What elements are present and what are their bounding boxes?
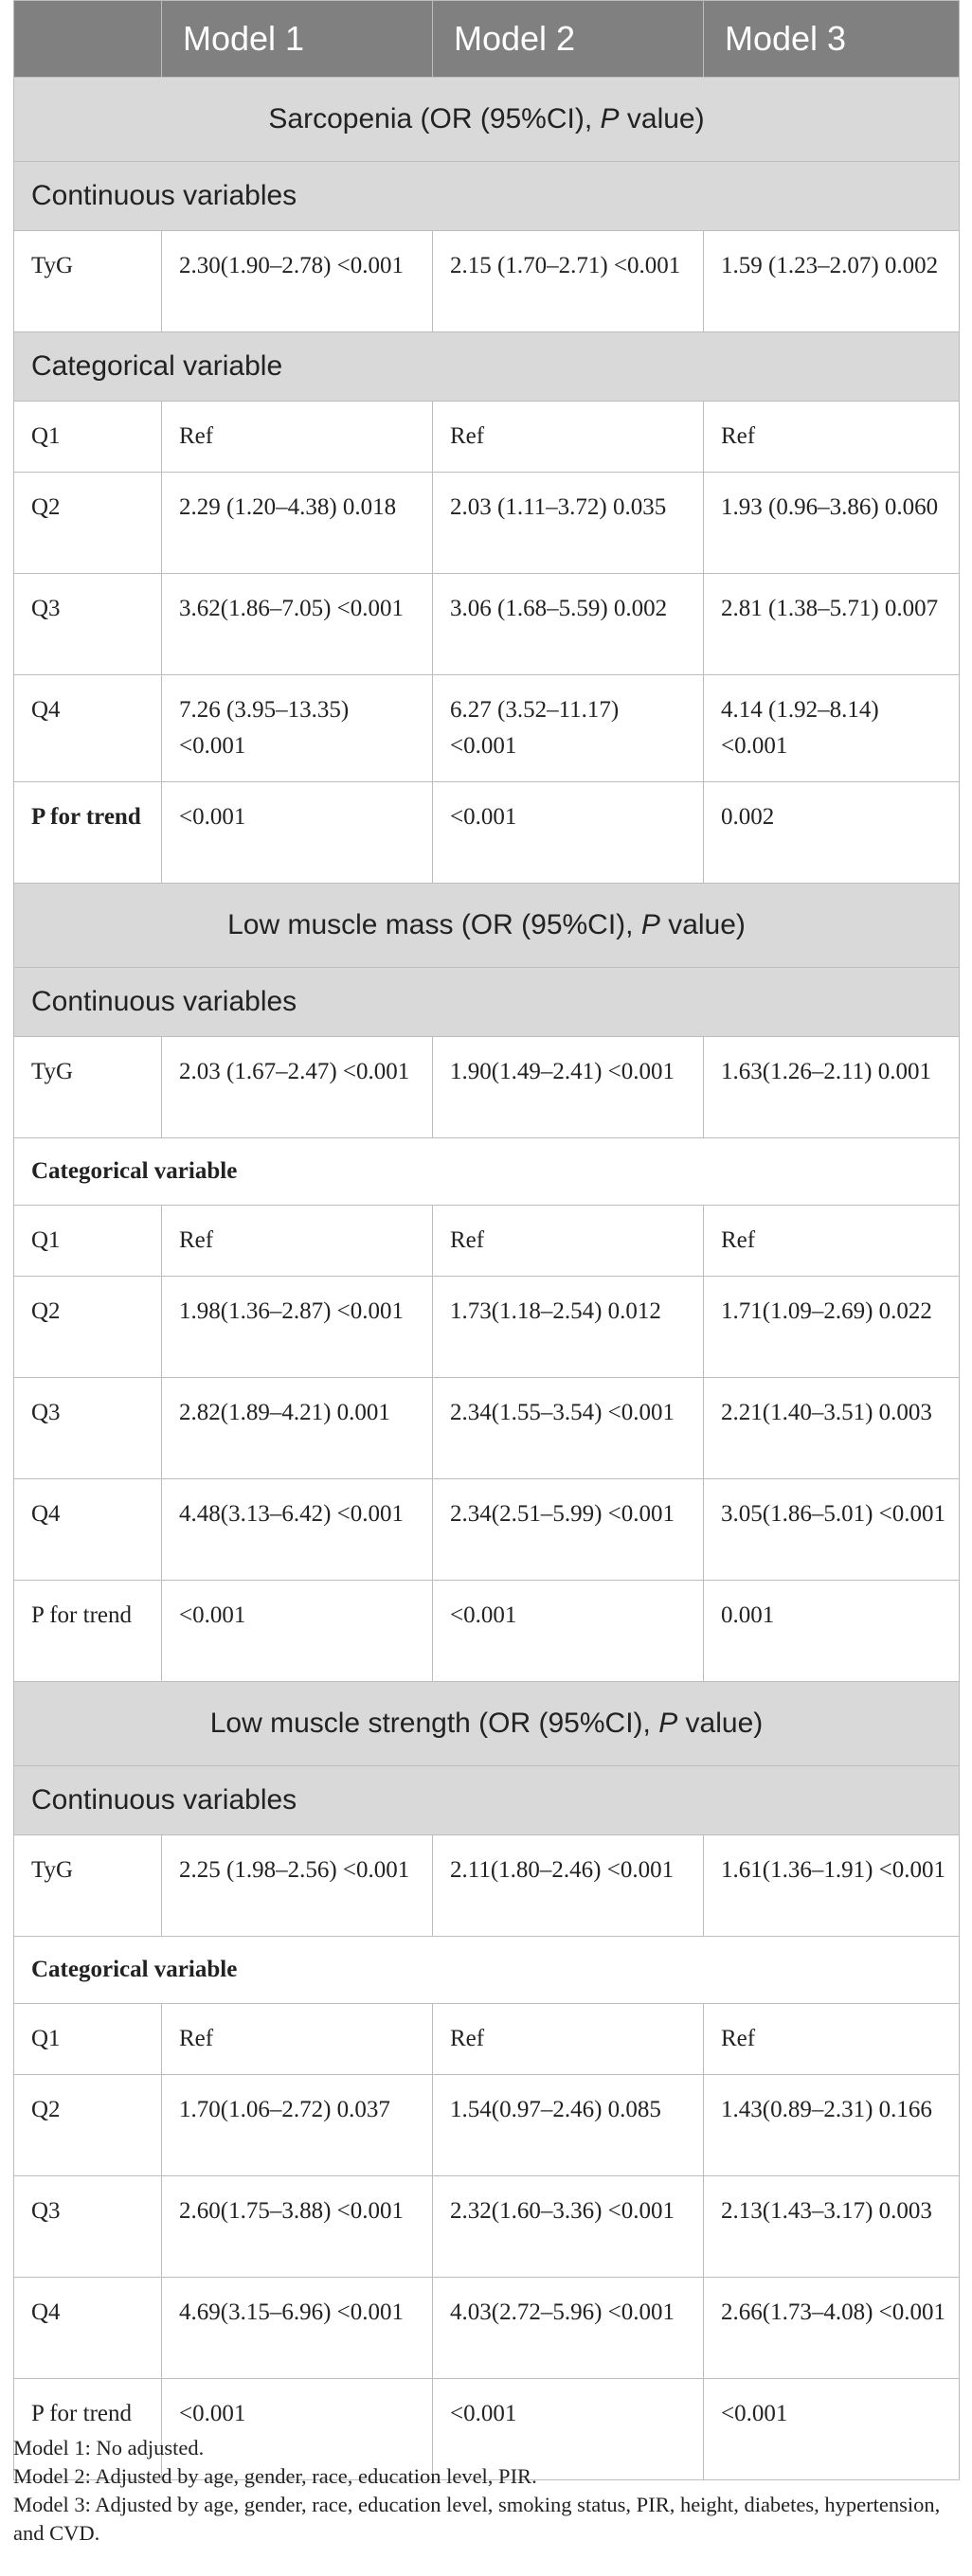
row-label: Q3: [14, 1378, 162, 1479]
cell-value: 2.66(1.73–4.08) <0.001: [704, 2278, 960, 2379]
cell-value: 2.82(1.89–4.21) 0.001: [162, 1378, 433, 1479]
table-row: [14, 2004, 960, 2075]
cell-value: 4.14 (1.92–8.14) <0.001: [704, 675, 960, 782]
cell-value: 7.26 (3.95–13.35) <0.001: [162, 675, 433, 782]
cell-value: 2.29 (1.20–4.38) 0.018: [162, 473, 433, 574]
row-label: Q2: [14, 2075, 162, 2176]
row-label: Q4: [14, 675, 162, 782]
footnote: Model 2: Adjusted by age, gender, race, education level, PIR.: [13, 2464, 537, 2488]
table-row: [14, 1378, 960, 1479]
row-label: Q2: [14, 473, 162, 574]
section-title-suffix: value): [659, 909, 746, 940]
table-row: [14, 1037, 960, 1138]
cell-value: Ref: [162, 1206, 433, 1277]
section-title-row: [14, 78, 960, 162]
cell-value: 4.03(2.72–5.96) <0.001: [433, 2278, 704, 2379]
row-label: Q3: [14, 2176, 162, 2278]
subsection-row: [14, 968, 960, 1037]
table-row: [14, 2278, 960, 2379]
cell-value: <0.001: [433, 1581, 704, 1682]
cell-value: 6.27 (3.52–11.17) <0.001: [433, 675, 704, 782]
cell-value: 2.25 (1.98–2.56) <0.001: [162, 1835, 433, 1937]
table-row: [14, 1479, 960, 1581]
cell-value: 1.71(1.09–2.69) 0.022: [704, 1277, 960, 1378]
section-title: [14, 78, 960, 162]
cell-value: <0.001: [433, 782, 704, 884]
cell-value: <0.001: [162, 2379, 433, 2480]
cell-value: 2.60(1.75–3.88) <0.001: [162, 2176, 433, 2278]
cell-value: <0.001: [433, 2379, 704, 2480]
row-label: TyG: [14, 1835, 162, 1937]
cell-value: 3.62(1.86–7.05) <0.001: [162, 574, 433, 675]
cell-value: <0.001: [162, 1581, 433, 1682]
footnote: Model 3: Adjusted by age, gender, race, education level, smoking status, PIR, height, diabetes, hypertension, and CVD.: [13, 2493, 941, 2545]
cell-value: 2.11(1.80–2.46) <0.001: [433, 1835, 704, 1937]
cell-value: 1.73(1.18–2.54) 0.012: [433, 1277, 704, 1378]
table-row: [14, 675, 960, 782]
subsection-row: [14, 162, 960, 231]
table-row: [14, 574, 960, 675]
cell-value: 3.06 (1.68–5.59) 0.002: [433, 574, 704, 675]
cell-value: Ref: [704, 1206, 960, 1277]
cell-value: 1.98(1.36–2.87) <0.001: [162, 1277, 433, 1378]
cell-value: 3.05(1.86–5.01) <0.001: [704, 1479, 960, 1581]
row-label: Q2: [14, 1277, 162, 1378]
cell-value: 1.43(0.89–2.31) 0.166: [704, 2075, 960, 2176]
subsection-row: [14, 1138, 960, 1206]
table-row: [14, 2075, 960, 2176]
table-row: [14, 1835, 960, 1937]
trend-label: P for trend: [14, 782, 162, 884]
header-model-3: Model 3: [704, 1, 960, 78]
section-title-suffix: value): [619, 103, 705, 134]
cell-value: 2.03 (1.11–3.72) 0.035: [433, 473, 704, 574]
section-title-row: [14, 884, 960, 968]
cell-value: 1.63(1.26–2.11) 0.001: [704, 1037, 960, 1138]
table-row: [14, 1277, 960, 1378]
header-row: [14, 1, 960, 78]
cell-value: Ref: [433, 1206, 704, 1277]
section-title-row: [14, 1682, 960, 1766]
row-label: Q1: [14, 2004, 162, 2075]
results-table: [13, 0, 960, 2480]
cell-value: 2.21(1.40–3.51) 0.003: [704, 1378, 960, 1479]
row-label: Q4: [14, 2278, 162, 2379]
table-row: [14, 231, 960, 332]
cell-value: 4.69(3.15–6.96) <0.001: [162, 2278, 433, 2379]
table-row: [14, 402, 960, 473]
categorical-variable-label: Categorical variable: [14, 332, 960, 402]
section-title: [14, 1682, 960, 1766]
cell-value: 2.34(2.51–5.99) <0.001: [433, 1479, 704, 1581]
section-title-italic: P: [640, 909, 660, 940]
row-label: Q1: [14, 402, 162, 473]
trend-label: P for trend: [14, 1581, 162, 1682]
subsection-row: [14, 1766, 960, 1835]
row-label: Q1: [14, 1206, 162, 1277]
cell-value: <0.001: [704, 2379, 960, 2480]
results-table-container: [13, 0, 959, 2480]
cell-value: 2.81 (1.38–5.71) 0.007: [704, 574, 960, 675]
section-title-italic: P: [658, 1708, 678, 1739]
subsection-row: [14, 332, 960, 402]
table-footnotes: [13, 2434, 959, 2548]
cell-value: Ref: [162, 402, 433, 473]
cell-value: 2.15 (1.70–2.71) <0.001: [433, 231, 704, 332]
cell-value: 2.30(1.90–2.78) <0.001: [162, 231, 433, 332]
cell-value: 0.002: [704, 782, 960, 884]
cell-value: Ref: [433, 402, 704, 473]
row-label: TyG: [14, 231, 162, 332]
categorical-variable-label: Categorical variable: [14, 1937, 960, 2004]
continuous-variables-label: Continuous variables: [14, 968, 960, 1037]
continuous-variables-label: Continuous variables: [14, 1766, 960, 1835]
cell-value: 0.001: [704, 1581, 960, 1682]
footnote: Model 1: No adjusted.: [13, 2436, 205, 2460]
cell-value: 1.70(1.06–2.72) 0.037: [162, 2075, 433, 2176]
cell-value: 1.93 (0.96–3.86) 0.060: [704, 473, 960, 574]
trend-row: [14, 1581, 960, 1682]
header-cell-blank: [14, 1, 162, 78]
cell-value: 2.32(1.60–3.36) <0.001: [433, 2176, 704, 2278]
row-label: Q4: [14, 1479, 162, 1581]
cell-value: <0.001: [162, 782, 433, 884]
table-row: [14, 473, 960, 574]
section-title-text: Low muscle strength (OR (95%CI),: [209, 1708, 659, 1739]
row-label: Q3: [14, 574, 162, 675]
cell-value: 1.61(1.36–1.91) <0.001: [704, 1835, 960, 1937]
cell-value: Ref: [162, 2004, 433, 2075]
cell-value: 2.34(1.55–3.54) <0.001: [433, 1378, 704, 1479]
cell-value: 2.13(1.43–3.17) 0.003: [704, 2176, 960, 2278]
section-title-suffix: value): [677, 1708, 764, 1739]
section-title-italic: P: [600, 103, 620, 134]
table-body: [14, 78, 960, 2480]
header-model-1: Model 1: [162, 1, 433, 78]
cell-value: 4.48(3.13–6.42) <0.001: [162, 1479, 433, 1581]
cell-value: 1.59 (1.23–2.07) 0.002: [704, 231, 960, 332]
section-title-text: Low muscle mass (OR (95%CI),: [227, 909, 641, 940]
trend-label: P for trend: [14, 2379, 162, 2480]
cell-value: 2.03 (1.67–2.47) <0.001: [162, 1037, 433, 1138]
header-model-2: Model 2: [433, 1, 704, 78]
table-row: [14, 1206, 960, 1277]
categorical-variable-label: Categorical variable: [14, 1138, 960, 1206]
section-title-text: Sarcopenia (OR (95%CI),: [268, 103, 601, 134]
row-label: TyG: [14, 1037, 162, 1138]
table-row: [14, 2176, 960, 2278]
cell-value: Ref: [433, 2004, 704, 2075]
trend-row: [14, 782, 960, 884]
subsection-row: [14, 1937, 960, 2004]
cell-value: Ref: [704, 402, 960, 473]
section-title: [14, 884, 960, 968]
continuous-variables-label: Continuous variables: [14, 162, 960, 231]
cell-value: 1.54(0.97–2.46) 0.085: [433, 2075, 704, 2176]
cell-value: Ref: [704, 2004, 960, 2075]
cell-value: 1.90(1.49–2.41) <0.001: [433, 1037, 704, 1138]
